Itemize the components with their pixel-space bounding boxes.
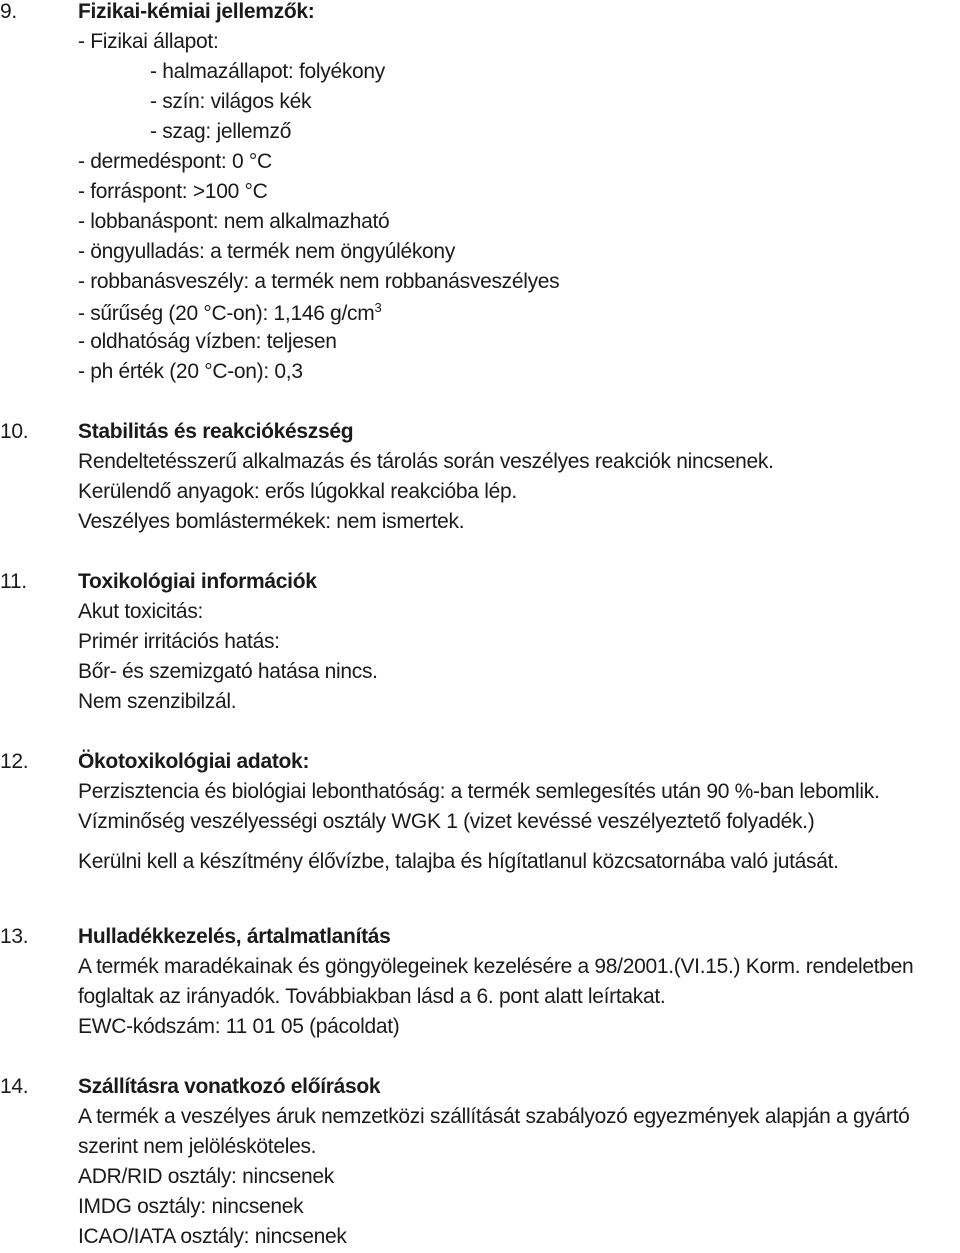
- s13-line-3: EWC-kódszám: 11 01 05 (pácoldat): [78, 1015, 400, 1038]
- section-11-number: 11.: [0, 570, 27, 593]
- section-11-heading: Toxikológiai információk: [78, 570, 317, 593]
- s13-line-2: foglaltak az irányadók. Továbbiakban lásd a 6. pont alatt leírtakat.: [78, 985, 666, 1008]
- section-9-number: 9.: [0, 0, 17, 23]
- s11-line-2: Primér irritációs hatás:: [78, 630, 280, 653]
- s11-line-4: Nem szenzibilzál.: [78, 690, 237, 713]
- section-14-heading: Szállításra vonatkozó előírások: [78, 1075, 381, 1098]
- s10-line-3: Veszélyes bomlástermékek: nem ismertek.: [78, 510, 465, 533]
- section-12-heading: Ökotoxikológiai adatok:: [78, 750, 310, 773]
- s9-line-solubility: - oldhatóság vízben: teljesen: [78, 330, 337, 353]
- s10-line-2: Kerülendő anyagok: erős lúgokkal reakcióba lép.: [78, 480, 517, 503]
- s9-density-superscript: 3: [374, 300, 382, 315]
- s10-line-1: Rendeltetésszerű alkalmazás és tárolás során veszélyes reakciók nincsenek.: [78, 450, 774, 473]
- s9-line-explosion-hazard: - robbanásveszély: a termék nem robbanásveszélyes: [78, 270, 560, 293]
- s14-line-3: ADR/RID osztály: nincsenek: [78, 1165, 334, 1188]
- s9-line-physical-state: - Fizikai állapot:: [78, 30, 219, 53]
- section-9-heading: Fizikai-kémiai jellemzők:: [78, 0, 315, 23]
- section-14-number: 14.: [0, 1075, 29, 1098]
- s9-line-ph-value: - ph érték (20 °C-on): 0,3: [78, 360, 303, 383]
- s9-line-boiling-point: - forráspont: >100 °C: [78, 180, 268, 203]
- s9-line-aggregate-state: - halmazállapot: folyékony: [150, 60, 385, 83]
- s9-line-self-ignition: - öngyulladás: a termék nem öngyúlékony: [78, 240, 456, 263]
- s14-line-1: A termék a veszélyes áruk nemzetközi szállítását szabályozó egyezmények alapján a gyártó: [78, 1105, 910, 1128]
- s9-density-text: - sűrűség (20 °C-on): 1,146 g/cm: [78, 302, 375, 325]
- s14-line-5: ICAO/IATA osztály: nincsenek: [78, 1225, 347, 1248]
- s12-line-1: Perzisztencia és biológiai lebonthatóság: a termék semlegesítés után 90 %-ban lebomlik.: [78, 780, 880, 803]
- section-12-number: 12.: [0, 750, 29, 773]
- s9-line-color: - szín: világos kék: [150, 90, 312, 113]
- s12-line-2: Vízminőség veszélyességi osztály WGK 1 (vizet kevéssé veszélyeztető folyadék.): [78, 810, 815, 833]
- s14-line-2: szerint nem jelölésköteles.: [78, 1135, 317, 1158]
- s11-line-1: Akut toxicitás:: [78, 600, 204, 623]
- s9-line-flash-point: - lobbanáspont: nem alkalmazható: [78, 210, 390, 233]
- s9-line-density: [78, 300, 381, 326]
- s13-line-1: A termék maradékainak és göngyölegeinek kezelésére a 98/2001.(VI.15.) Korm. rendeletben: [78, 955, 914, 978]
- s14-line-4: IMDG osztály: nincsenek: [78, 1195, 304, 1218]
- section-10-number: 10.: [0, 420, 29, 443]
- section-10-heading: Stabilitás és reakciókészség: [78, 420, 354, 443]
- s12-line-3: Kerülni kell a készítmény élővízbe, talajba és hígítatlanul közcsatornába való jutását.: [78, 850, 839, 873]
- section-13-number: 13.: [0, 925, 29, 948]
- s9-line-odor: - szag: jellemző: [150, 120, 292, 143]
- section-13-heading: Hulladékkezelés, ártalmatlanítás: [78, 925, 391, 948]
- s9-line-freezing-point: - dermedéspont: 0 °C: [78, 150, 272, 173]
- s11-line-3: Bőr- és szemizgató hatása nincs.: [78, 660, 378, 683]
